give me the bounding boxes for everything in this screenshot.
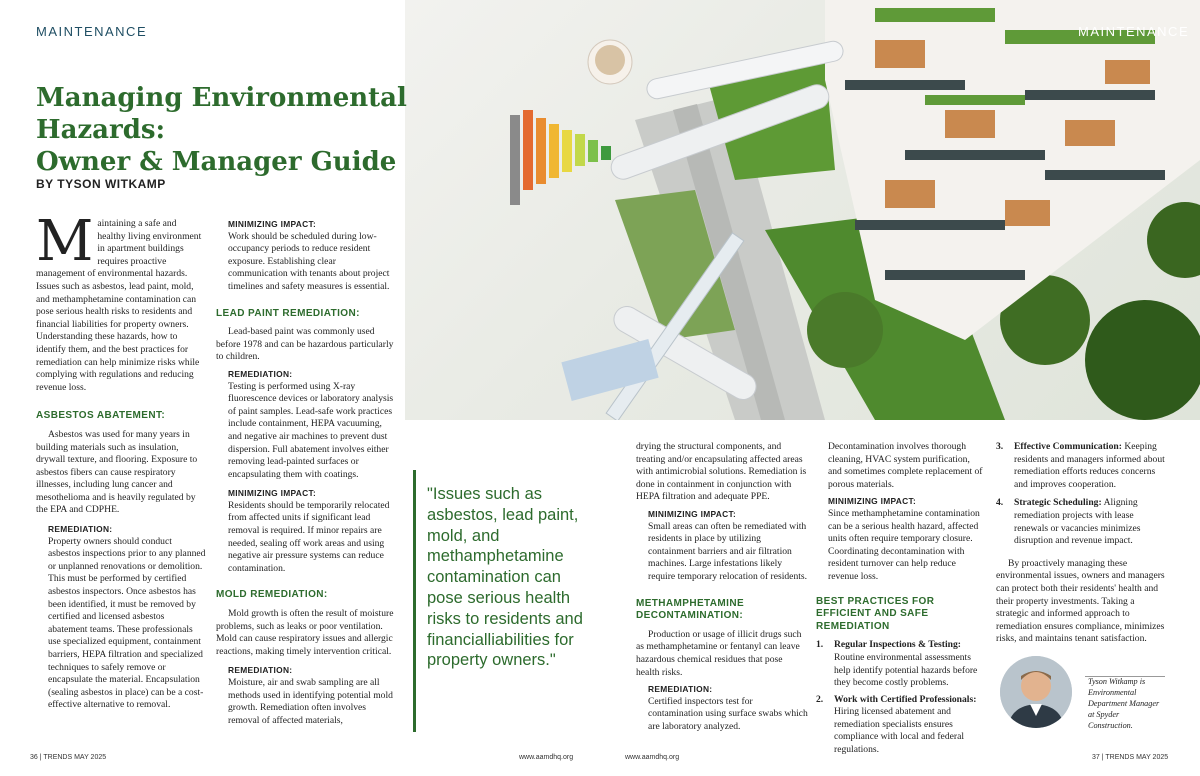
- list-item-number: 2.: [816, 693, 824, 705]
- column-1: [36, 209, 206, 712]
- list-item-text: Hiring licensed abatement and remediation specialists ensures compliance with local and federal regulations.: [834, 706, 964, 756]
- intro-paragraph: [36, 209, 206, 394]
- list-item-text: Routine environmental assessments help identify potential hazards before they become costly problems.: [834, 651, 978, 689]
- list-item: [996, 497, 1166, 547]
- hero-illustration: [405, 0, 1200, 420]
- lead-min-text: Residents should be temporarily relocated from affected units if significant lead removal is required. If minor repairs are needed, sealing off work areas and using negative air pressure systems can reduce contamination.: [228, 499, 390, 574]
- column-2: [216, 218, 394, 727]
- list-item-title: Effective Communication:: [1014, 441, 1122, 452]
- list-item-number: 1.: [816, 639, 824, 651]
- lead-min-heading: MINIMIZING IMPACT:: [228, 488, 317, 499]
- title-line-2: Owner & Manager Guide: [36, 147, 397, 177]
- list-item-text: Aligning remediation projects with lease renewals or vacancies minimizes disruption and revenue impact.: [1014, 497, 1141, 547]
- asbestos-remediation-text: Property owners should conduct asbestos inspections prior to any planned or unplanned renovations or demolition. This must be performed by certified asbestos inspectors. Once asbestos has been identified, it must be removed by certified and licensed asbestos abatement teams. These professionals use specialized equipment, containment barriers, HEPA filtration and specialized techniques to safely remove or encapsulate the material. Encapsulation (sealing asbestos in place) can be a cost-effective alternative to removal.: [48, 535, 206, 711]
- meth-text: Production or usage of illicit drugs such as methamphetamine or fentanyl can leave hazardous chemical residues that pose health risks.: [636, 628, 802, 678]
- mold-text: Mold growth is often the result of moisture problems, such as leaks or poor ventilation. Mold can cause respiratory issues and allergic reactions, making timely intervention critical.: [216, 608, 394, 657]
- lead-text: Lead-based paint was commonly used before 1978 and can be hazardous particularly to children.: [216, 326, 394, 363]
- meth-cont-text: Decontamination involves thorough cleaning, HVAC system purification, and sometimes complete replacement of porous materials.: [828, 441, 983, 490]
- lead-heading: LEAD PAINT REMEDIATION:: [216, 307, 360, 319]
- pull-quote: "Issues such as asbestos, lead paint, mold, and methamphetamine contamination can pose serious health risks to residents and financialliabilities for property owners.": [427, 485, 583, 670]
- best-practices-heading: BEST PRACTICES FOR EFFICIENT AND SAFE REMEDIATION: [816, 595, 935, 632]
- footer-right-page: 37 | TRENDS MAY 2025: [1092, 754, 1169, 761]
- footer-left-page: 36 | TRENDS MAY 2025: [30, 754, 107, 761]
- list-item-title: Regular Inspections & Testing:: [834, 639, 961, 651]
- article-title: [36, 82, 506, 178]
- section-tag-left: MAINTENANCE: [36, 24, 148, 39]
- author-avatar: [1000, 656, 1072, 728]
- footer-right-url[interactable]: www.aamdhq.org: [625, 754, 680, 761]
- meth-rem-text: Certified inspectors test for contamination using surface swabs which are laboratory analyzed.: [648, 695, 808, 732]
- list-item: [816, 694, 986, 757]
- lead-rem-heading: REMEDIATION:: [228, 368, 293, 379]
- list-item-number: 3.: [996, 441, 1004, 452]
- list-item-text: Keeping residents and managers informed about remediation efforts reduces concerns and improves cooperation.: [1014, 441, 1165, 490]
- title-line-1: Managing Environmental Hazards:: [36, 83, 407, 145]
- list-item: [816, 639, 986, 689]
- asbestos-min-text: Work should be scheduled during low-occupancy periods to reduce resident exposure. Establishing clear communication with tenants about project timelines and safety measures is essential.: [228, 230, 390, 292]
- meth-min-heading: MINIMIZING IMPACT:: [828, 496, 917, 507]
- mold-min-heading: MINIMIZING IMPACT:: [648, 508, 737, 519]
- meth-min-text: Since methamphetamine contamination can be a serious health hazard, affected units often require temporary closure. Coordinating decontamination with resident turnover can help reduce revenue loss.: [828, 507, 980, 582]
- best-practices-list: [816, 639, 986, 756]
- meth-rem-heading: REMEDIATION:: [648, 684, 713, 695]
- mold-rem-text: Moisture, air and swab sampling are all methods used in identifying potential mold growth. Remediation often involves removal of affected materials,: [228, 677, 393, 726]
- list-item-title: Strategic Scheduling:: [1014, 497, 1102, 509]
- asbestos-heading: ASBESTOS ABATEMENT:: [36, 410, 166, 422]
- drop-cap: M: [36, 209, 94, 274]
- building-blueprint-image: [405, 0, 1200, 420]
- list-item-title: Work with Certified Professionals:: [834, 693, 977, 705]
- asbestos-text: Asbestos was used for many years in building materials such as insulation, drywall texture, and flooring. Exposure to asbestos fibers can cause respiratory illnesses, including lung cancer and mesothelioma and is heavily regulated by the EPA and CDPHE.: [36, 428, 198, 516]
- mold-rem-heading: REMEDIATION:: [228, 665, 293, 676]
- column-5: [996, 441, 1166, 646]
- column-4: [816, 441, 986, 757]
- meth-heading: METHAMPHETAMINE DECONTAMINATION:: [636, 597, 745, 622]
- pull-quote-bar: [413, 470, 416, 732]
- section-tag-right: MAINTENANCE: [1078, 24, 1190, 39]
- mold-cont-text: drying the structural components, and treating and/or encapsulating affected areas with antimicrobial solutions. Remediation is done in containment in conjunction with HEPA filtration and adequate PPE.: [636, 441, 807, 503]
- mold-min-text: Small areas can often be remediated with residents in place by utilizing containment barriers and air filtration machines. Large infestations likely require temporary relocation of residents.: [648, 520, 808, 582]
- asbestos-remediation-heading: REMEDIATION:: [48, 524, 113, 535]
- closing-paragraph: By proactively managing these environmental issues, owners and managers can protect both their residents' health and their property investments. Taking a strategic and informed approach to remediation ensures compliance, minimizes risks, and maintains tenant satisfaction.: [996, 557, 1165, 645]
- list-item-number: 4.: [996, 497, 1004, 509]
- mold-heading: MOLD REMEDIATION:: [216, 589, 328, 601]
- asbestos-min-heading: MINIMIZING IMPACT:: [228, 219, 317, 229]
- author-bio: Tyson Witkamp is Environmental Department Manager at Spyder Construction.: [1088, 677, 1160, 730]
- byline: BY TYSON WITKAMP: [36, 177, 166, 191]
- intro-text: aintaining a safe and healthy living environment in apartment buildings requires proactive management of environmental hazards. Issues such as asbestos, lead paint, mold, and methamphetamine contamination can pose serious health risks to residents and financial liabilities for property owners. Understanding these hazards, how to identify them, and the best practices for remediation can help minimize risks while complying with regulations and reducing revenue loss.: [36, 218, 202, 393]
- lead-rem-text: Testing is performed using X-ray fluorescence devices or laboratory analysis of paint samples. Lead-safe work practices include containment, HEPA vacuuming, and negative air machines to prevent dust dispersion. Full abatement involves either removing lead-painted surfaces or encapsulating them with coatings.: [228, 380, 394, 480]
- column-3: [636, 441, 808, 733]
- list-item: [996, 441, 1166, 491]
- footer-left-url[interactable]: www.aamdhq.org: [519, 754, 574, 761]
- author-portrait-icon: [1000, 656, 1072, 728]
